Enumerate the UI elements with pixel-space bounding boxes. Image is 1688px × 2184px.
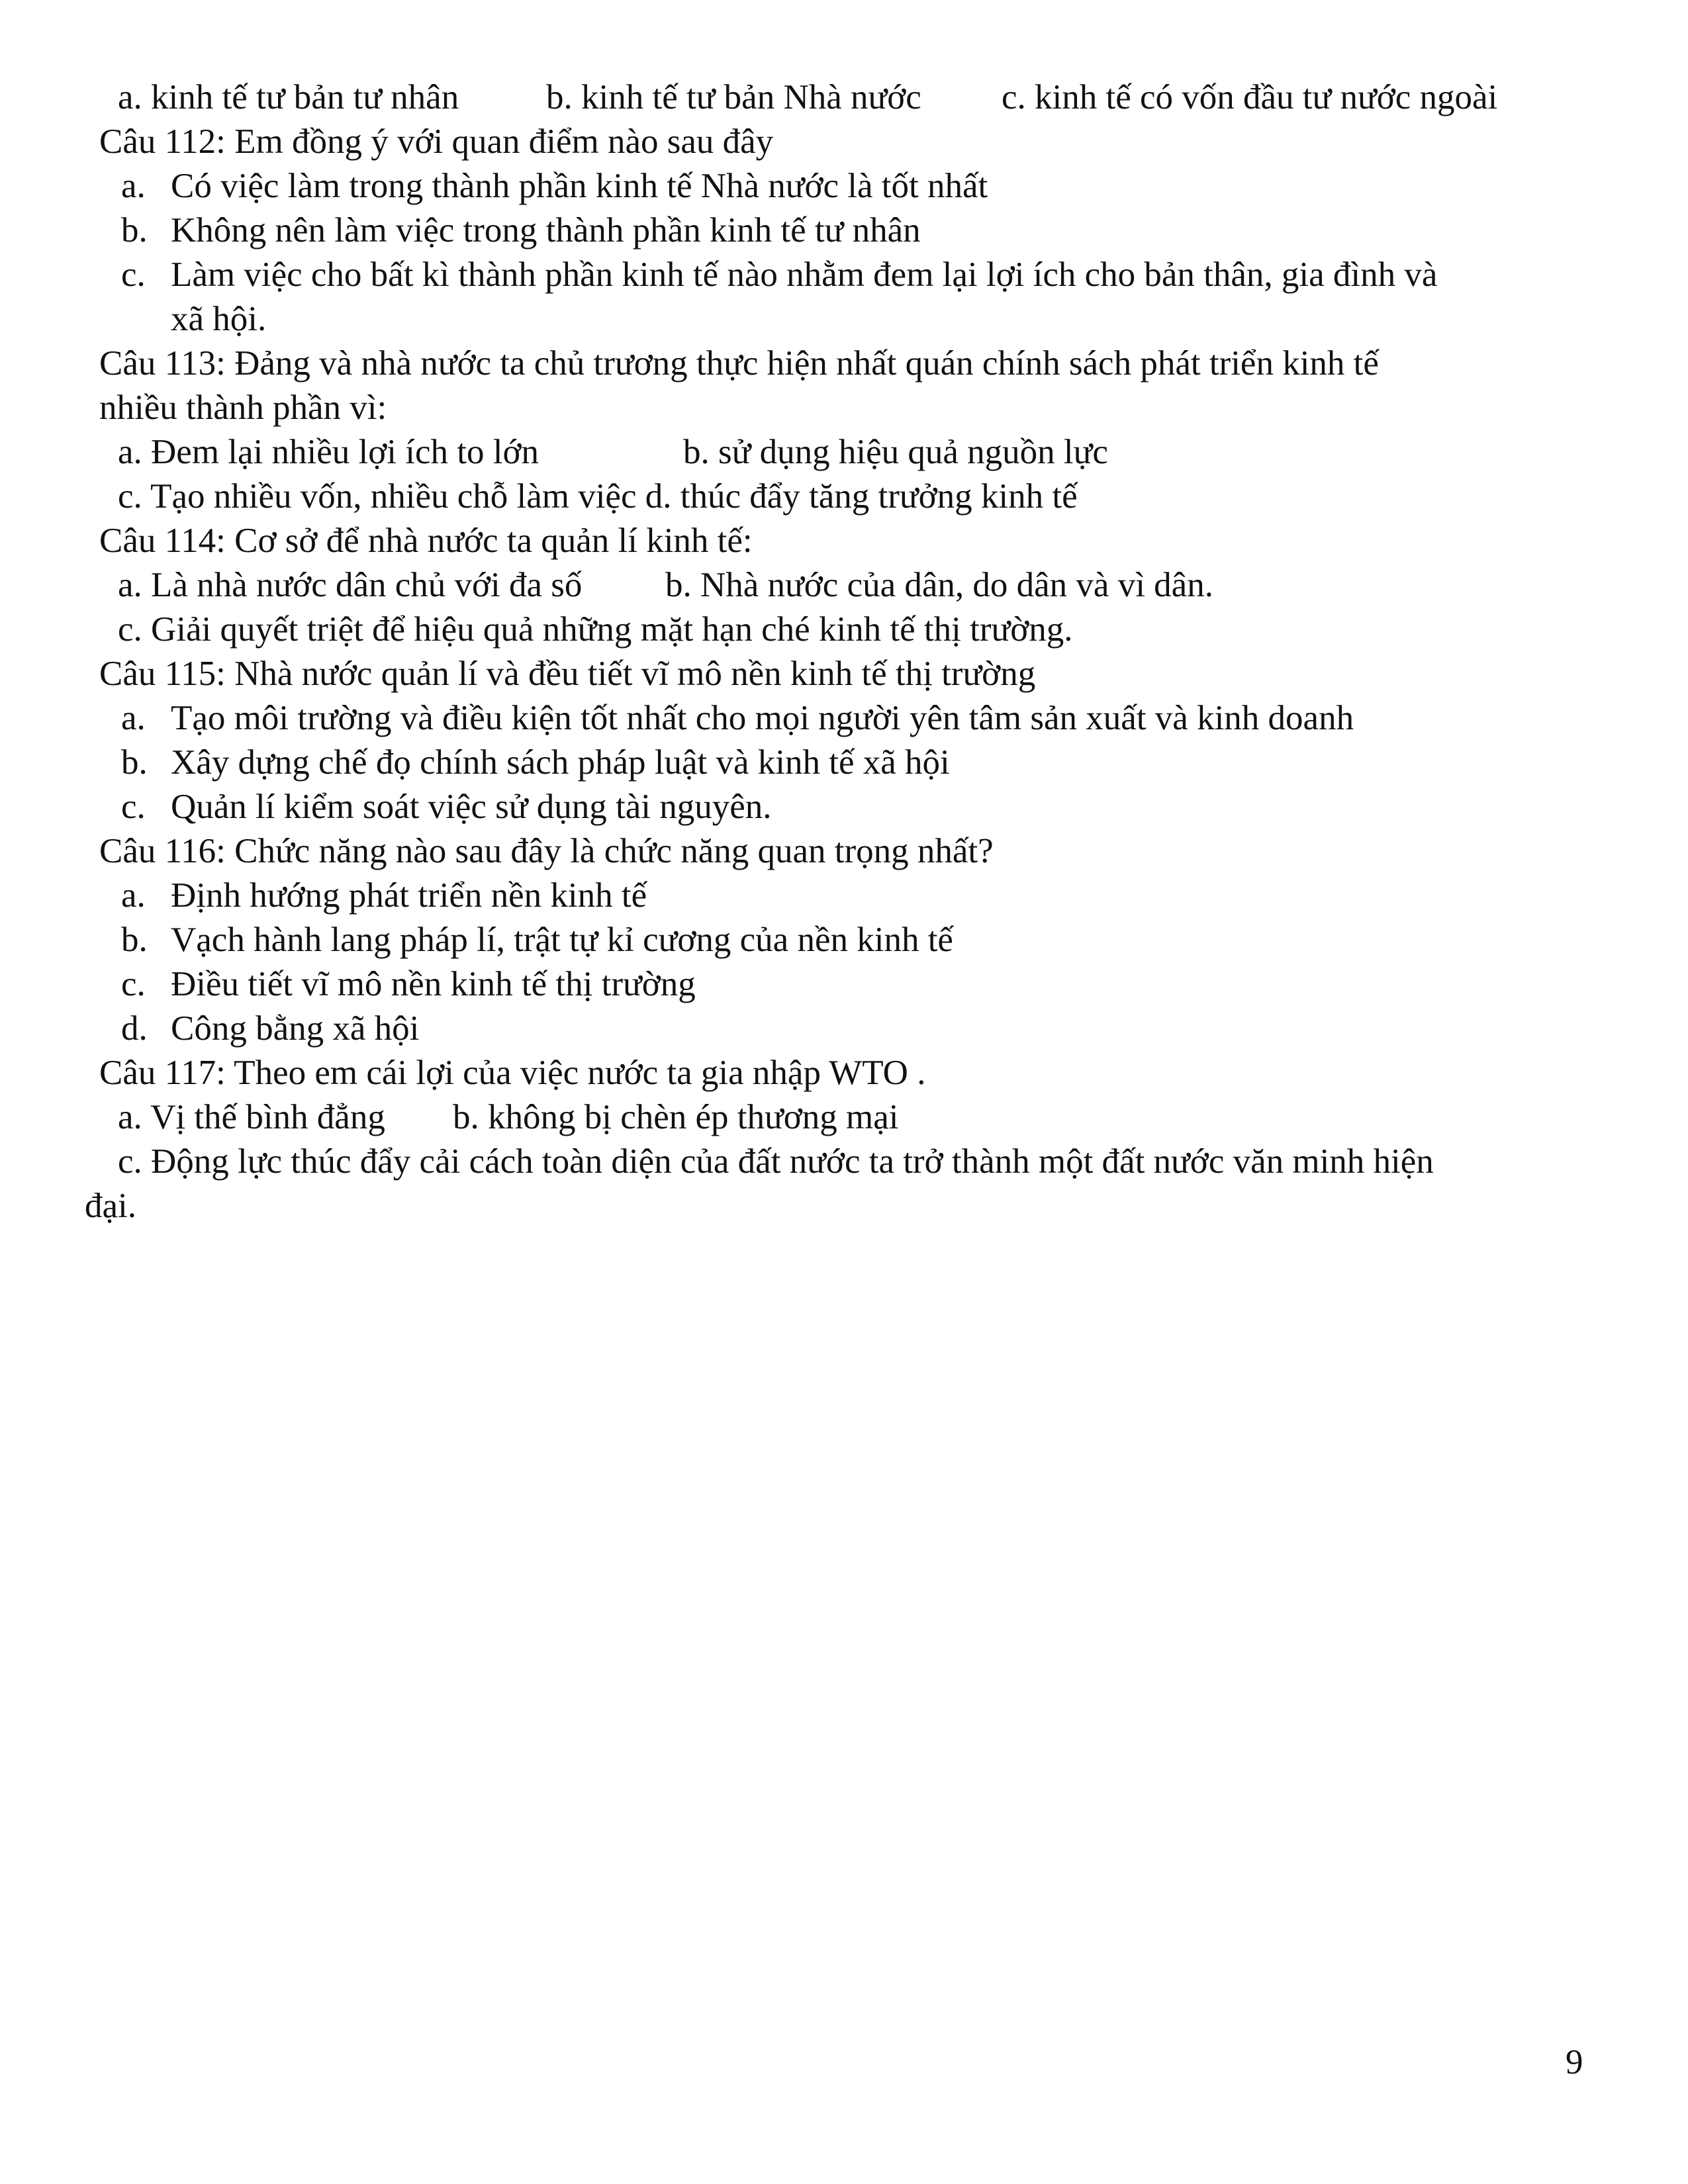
option-text: Định hướng phát triển nền kinh tế xyxy=(171,876,647,915)
answer-line xyxy=(0,918,1688,962)
answer-continuation xyxy=(0,1184,1688,1228)
option-marker: c. xyxy=(121,788,146,826)
question-text: Câu 112: Em đồng ý với quan điểm nào sau đây xyxy=(99,122,774,161)
option-marker: a. xyxy=(121,167,146,205)
answer-option-b: b. không bị chèn ép thương mại xyxy=(453,1098,899,1136)
answer-line xyxy=(0,430,1688,475)
answer-option-c: c. Giải quyết triệt để hiệu quả những mặt hạn ché kinh tế thị trường. xyxy=(118,610,1073,649)
answer-option-a: a. Đem lại nhiều lợi ích to lớn xyxy=(118,433,539,471)
answer-option-b: b. kinh tế tư bản Nhà nước xyxy=(546,78,921,116)
option-text: Công bằng xã hội xyxy=(171,1009,420,1048)
answer-line xyxy=(0,1007,1688,1051)
option-marker: b. xyxy=(121,921,148,959)
answer-line xyxy=(0,475,1688,519)
answer-line xyxy=(0,874,1688,918)
answer-line xyxy=(0,962,1688,1007)
answer-option-b: b. Nhà nước của dân, do dân và vì dân. xyxy=(665,566,1213,604)
answer-line xyxy=(0,785,1688,829)
option-text: Có việc làm trong thành phần kinh tế Nhà nước là tốt nhất xyxy=(171,167,988,205)
option-marker: c. xyxy=(121,255,146,294)
option-marker: a. xyxy=(121,876,146,915)
option-marker: c. xyxy=(121,965,146,1003)
question-text: nhiều thành phần vì: xyxy=(99,388,387,427)
option-marker: b. xyxy=(121,211,148,250)
option-text: Điều tiết vĩ mô nền kinh tế thị trường xyxy=(171,965,696,1003)
answer-option-a: a. Vị thế bình đẳng xyxy=(118,1098,385,1136)
answer-continuation xyxy=(0,297,1688,341)
option-text: Vạch hành lang pháp lí, trật tự kỉ cương của nền kinh tế xyxy=(171,921,953,959)
question-114 xyxy=(0,519,1688,563)
question-112 xyxy=(0,120,1688,164)
answer-line xyxy=(0,741,1688,785)
question-text: Câu 114: Cơ sở để nhà nước ta quản lí kinh tế: xyxy=(99,522,753,560)
question-text: Câu 115: Nhà nước quản lí và đều tiết vĩ mô nền kinh tế thị trường xyxy=(99,655,1036,693)
answer-line xyxy=(0,253,1688,297)
option-text: xã hội. xyxy=(171,300,267,338)
option-marker: a. xyxy=(121,699,146,737)
answer-option-b: b. sử dụng hiệu quả nguồn lực xyxy=(683,433,1108,471)
option-text: Làm việc cho bất kì thành phần kinh tế nào nhằm đem lại lợi ích cho bản thân, gia đình và xyxy=(171,255,1438,294)
question-text: Câu 117: Theo em cái lợi của việc nước ta gia nhập WTO . xyxy=(99,1054,926,1092)
answer-option-c: c. Tạo nhiều vốn, nhiều chỗ làm việc d. thúc đẩy tăng trưởng kinh tế xyxy=(118,477,1078,516)
answer-option-a: a. kinh tế tư bản tư nhân xyxy=(118,78,459,116)
answer-line xyxy=(0,164,1688,208)
option-marker: d. xyxy=(121,1009,148,1048)
page-number: 9 xyxy=(1566,2043,1583,2081)
answer-option-c: c. Động lực thúc đẩy cải cách toàn diện của đất nước ta trở thành một đất nước văn minh hiện xyxy=(118,1142,1434,1181)
answer-line xyxy=(0,208,1688,253)
answer-line xyxy=(0,563,1688,608)
question-115 xyxy=(0,652,1688,696)
question-116 xyxy=(0,829,1688,874)
option-text: Tạo môi trường và điều kiện tốt nhất cho mọi người yên tâm sản xuất và kinh doanh xyxy=(171,699,1354,737)
option-text: Xây dựng chế đọ chính sách pháp luật và kinh tế xã hội xyxy=(171,743,950,782)
option-text: đại. xyxy=(85,1187,136,1225)
answer-line xyxy=(0,696,1688,741)
question-text: Câu 113: Đảng và nhà nước ta chủ trương thực hiện nhất quán chính sách phát triển kinh tế xyxy=(99,344,1379,383)
answer-option-c: c. kinh tế có vốn đầu tư nước ngoài xyxy=(1002,78,1498,116)
question-continuation xyxy=(0,386,1688,430)
option-text: Quản lí kiểm soát việc sử dụng tài nguyên. xyxy=(171,788,772,826)
answer-line xyxy=(0,1095,1688,1140)
option-text: Không nên làm việc trong thành phần kinh tế tư nhân xyxy=(171,211,921,250)
answer-option-a: a. Là nhà nước dân chủ với đa số xyxy=(118,566,583,604)
question-text: Câu 116: Chức năng nào sau đây là chức năng quan trọng nhất? xyxy=(99,832,994,870)
answer-line xyxy=(0,608,1688,652)
option-marker: b. xyxy=(121,743,148,782)
answer-line xyxy=(0,1140,1688,1184)
question-117 xyxy=(0,1051,1688,1095)
question-113 xyxy=(0,341,1688,386)
answer-line xyxy=(0,75,1688,120)
